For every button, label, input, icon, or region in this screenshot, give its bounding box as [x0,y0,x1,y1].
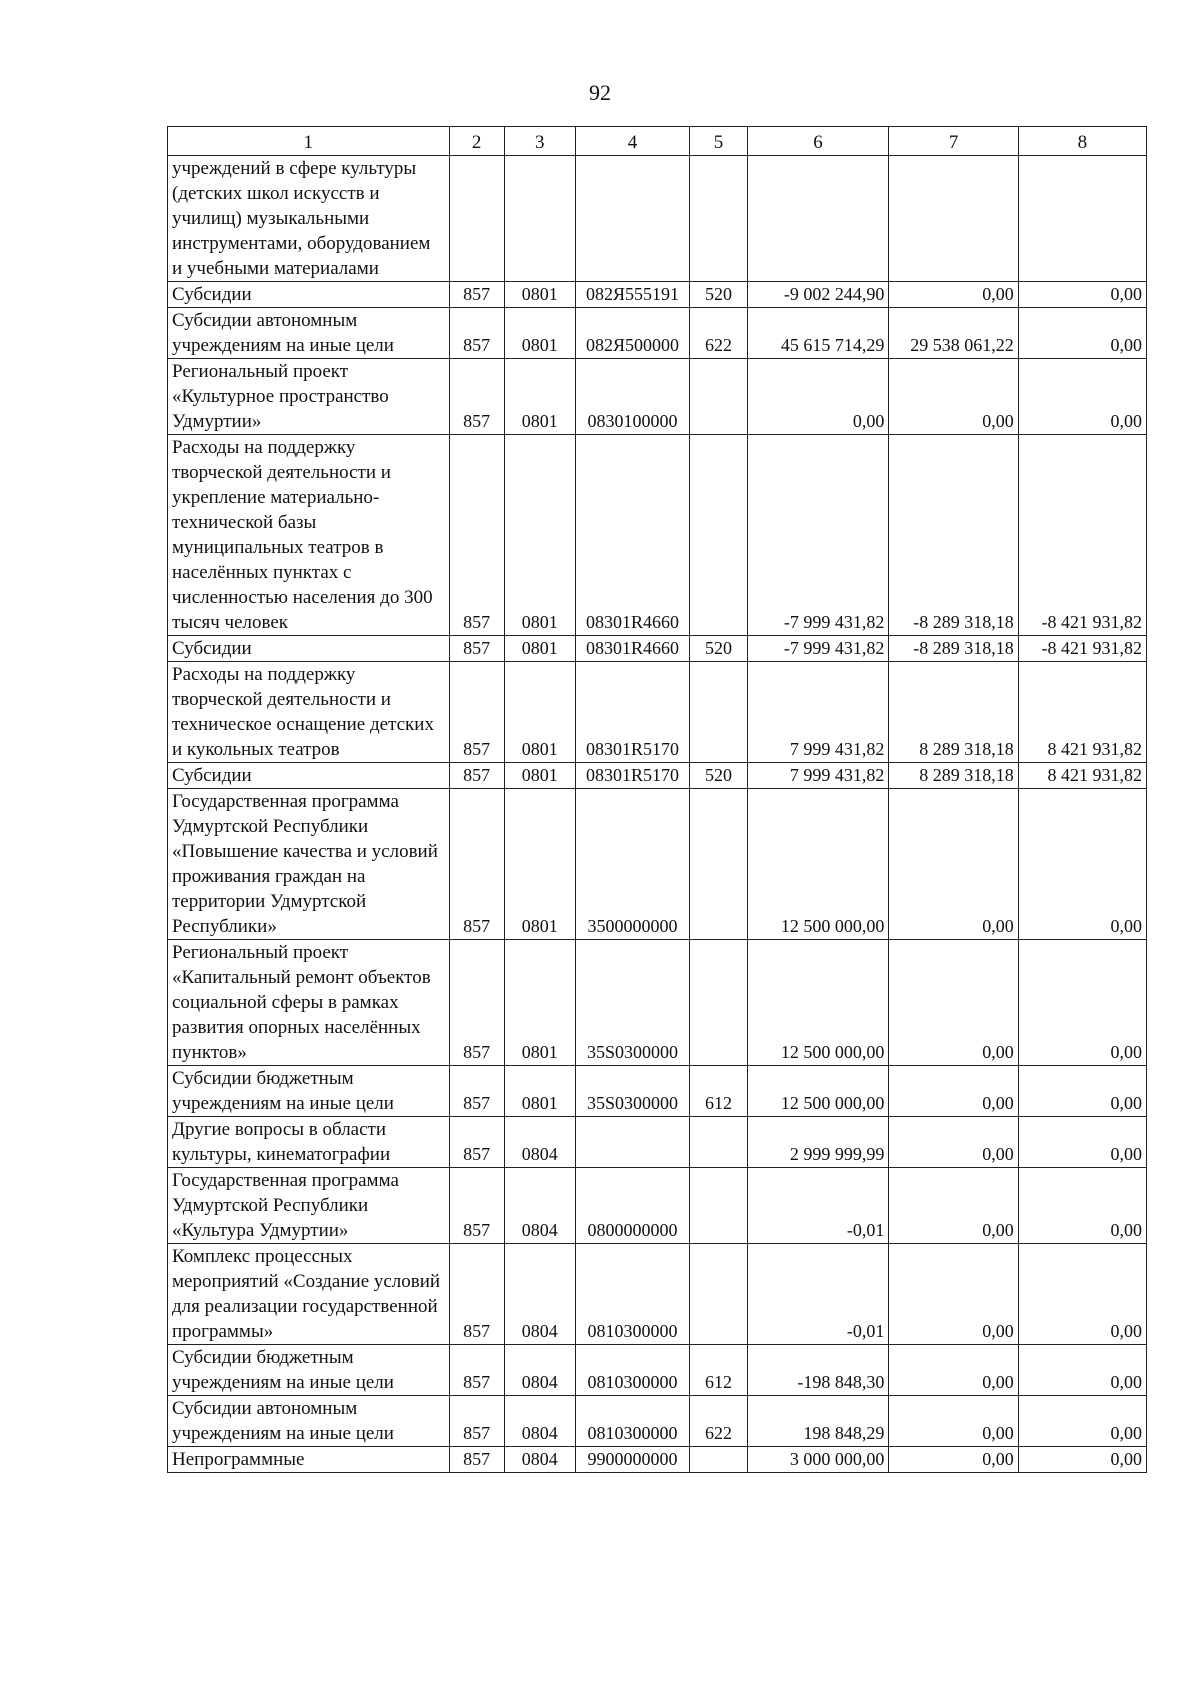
table-row [168,662,1147,763]
table-row [168,636,1147,662]
row-ministry-code: 857 [449,1244,504,1345]
header-col-1: 1 [168,127,450,156]
row-amount-col7: 0,00 [889,1244,1018,1345]
row-target-code: 0810300000 [575,1396,690,1447]
row-amount-col6: -7 999 431,82 [747,636,889,662]
row-amount-col6: 2 999 999,99 [747,1117,889,1168]
row-amount-col6: -0,01 [747,1244,889,1345]
row-amount-col7: 0,00 [889,940,1018,1066]
row-ministry-code: 857 [449,282,504,308]
row-target-code: 0830100000 [575,359,690,435]
row-section-code: 0801 [504,662,575,763]
row-amount-col7: 0,00 [889,282,1018,308]
row-amount-col8: 0,00 [1018,1066,1146,1117]
row-amount-col6: 0,00 [747,359,889,435]
row-expense-type [690,1117,747,1168]
row-expense-type [690,662,747,763]
row-target-code: 0810300000 [575,1345,690,1396]
row-expense-type [690,1447,747,1473]
row-amount-col7: 0,00 [889,1396,1018,1447]
row-amount-col6: -198 848,30 [747,1345,889,1396]
row-amount-col7: 0,00 [889,789,1018,940]
row-amount-col8: 8 421 931,82 [1018,662,1146,763]
row-expense-type [690,940,747,1066]
header-col-4: 4 [575,127,690,156]
table-row [168,1066,1147,1117]
row-amount-col8: 0,00 [1018,359,1146,435]
row-target-code: 0800000000 [575,1168,690,1244]
page-number: 92 [589,80,611,105]
row-target-code: 08301R4660 [575,435,690,636]
table-row [168,789,1147,940]
row-amount-col7: 0,00 [889,1168,1018,1244]
row-amount-col6: 12 500 000,00 [747,1066,889,1117]
header-row [168,127,1147,156]
row-target-code: 0810300000 [575,1244,690,1345]
row-target-code: 082Я555191 [575,282,690,308]
row-name: Субсидии автономным учреждениям на иные цели [168,1396,450,1447]
row-section-code: 0804 [504,1117,575,1168]
row-target-code: 35S0300000 [575,940,690,1066]
table-row [168,435,1147,636]
row-ministry-code: 857 [449,1168,504,1244]
row-ministry-code: 857 [449,359,504,435]
table-row [168,156,1147,282]
row-name: Расходы на поддержку творческой деятельности и техническое оснащение детских и кукольных театров [168,662,450,763]
table-row [168,1244,1147,1345]
table-row [168,1117,1147,1168]
row-ministry-code: 857 [449,1066,504,1117]
row-amount-col6: 7 999 431,82 [747,763,889,789]
row-name: Расходы на поддержку творческой деятельности и укрепление материально-технической базы муниципальных театров в населённых пунктах с численностью населения до 300 тысяч человек [168,435,450,636]
row-expense-type: 520 [690,282,747,308]
row-section-code: 0801 [504,359,575,435]
table-row [168,763,1147,789]
row-name: Субсидии [168,763,450,789]
row-name: Государственная программа Удмуртской Республики «Повышение качества и условий проживания граждан на территории Удмуртской Республики» [168,789,450,940]
row-expense-type [690,156,747,282]
header-col-5: 5 [690,127,747,156]
row-ministry-code: 857 [449,1345,504,1396]
row-target-code: 08301R5170 [575,662,690,763]
row-amount-col7: 29 538 061,22 [889,308,1018,359]
row-target-code [575,156,690,282]
row-name: Субсидии бюджетным учреждениям на иные цели [168,1345,450,1396]
row-amount-col6: 198 848,29 [747,1396,889,1447]
row-amount-col8: 0,00 [1018,940,1146,1066]
row-name: Субсидии автономным учреждениям на иные цели [168,308,450,359]
row-section-code: 0801 [504,940,575,1066]
row-ministry-code: 857 [449,435,504,636]
row-target-code: 3500000000 [575,789,690,940]
row-amount-col8: -8 421 931,82 [1018,636,1146,662]
row-section-code: 0801 [504,282,575,308]
row-name: Другие вопросы в области культуры, кинематографии [168,1117,450,1168]
row-target-code: 35S0300000 [575,1066,690,1117]
row-ministry-code: 857 [449,1396,504,1447]
row-amount-col8: 0,00 [1018,1168,1146,1244]
table-row [168,1345,1147,1396]
row-section-code: 0801 [504,1066,575,1117]
row-expense-type: 622 [690,308,747,359]
row-name: Непрограммные [168,1447,450,1473]
row-section-code: 0801 [504,636,575,662]
row-amount-col7 [889,156,1018,282]
row-amount-col8: 0,00 [1018,789,1146,940]
row-expense-type: 612 [690,1066,747,1117]
row-section-code: 0801 [504,763,575,789]
row-ministry-code: 857 [449,662,504,763]
budget-table [167,126,1147,1473]
row-amount-col7: -8 289 318,18 [889,636,1018,662]
table-row [168,359,1147,435]
header-col-7: 7 [889,127,1018,156]
row-amount-col7: 0,00 [889,1345,1018,1396]
row-amount-col7: -8 289 318,18 [889,435,1018,636]
row-amount-col8: 0,00 [1018,1345,1146,1396]
row-name: Государственная программа Удмуртской Республики «Культура Удмуртии» [168,1168,450,1244]
row-expense-type [690,789,747,940]
row-section-code: 0801 [504,308,575,359]
table-row [168,1168,1147,1244]
row-amount-col7: 8 289 318,18 [889,662,1018,763]
row-name: Комплекс процессных мероприятий «Создание условий для реализации государственной программы» [168,1244,450,1345]
header-col-3: 3 [504,127,575,156]
row-amount-col8: 0,00 [1018,1117,1146,1168]
header-col-8: 8 [1018,127,1146,156]
table-row [168,1396,1147,1447]
table-row [168,1447,1147,1473]
row-amount-col6: -7 999 431,82 [747,435,889,636]
row-section-code: 0804 [504,1168,575,1244]
row-expense-type [690,1244,747,1345]
row-ministry-code: 857 [449,308,504,359]
table-row [168,308,1147,359]
row-amount-col6: -9 002 244,90 [747,282,889,308]
row-target-code: 08301R4660 [575,636,690,662]
row-expense-type [690,435,747,636]
row-ministry-code: 857 [449,789,504,940]
row-amount-col6: -0,01 [747,1168,889,1244]
row-section-code: 0801 [504,435,575,636]
table-row [168,940,1147,1066]
row-amount-col8: 0,00 [1018,1244,1146,1345]
row-name: Субсидии [168,282,450,308]
row-target-code: 08301R5170 [575,763,690,789]
row-expense-type: 622 [690,1396,747,1447]
row-ministry-code: 857 [449,1447,504,1473]
row-target-code [575,1117,690,1168]
row-amount-col6: 12 500 000,00 [747,789,889,940]
row-section-code [504,156,575,282]
row-expense-type: 612 [690,1345,747,1396]
row-amount-col7: 8 289 318,18 [889,763,1018,789]
row-ministry-code: 857 [449,1117,504,1168]
row-ministry-code: 857 [449,940,504,1066]
row-name: Региональный проект «Капитальный ремонт объектов социальной сферы в рамках развития опорных населённых пунктов» [168,940,450,1066]
row-expense-type [690,1168,747,1244]
row-ministry-code [449,156,504,282]
table-row [168,282,1147,308]
row-amount-col6 [747,156,889,282]
row-expense-type: 520 [690,763,747,789]
row-amount-col8: 0,00 [1018,308,1146,359]
row-name: Региональный проект «Культурное пространство Удмуртии» [168,359,450,435]
row-amount-col8: -8 421 931,82 [1018,435,1146,636]
row-amount-col7: 0,00 [889,359,1018,435]
row-amount-col8: 0,00 [1018,1447,1146,1473]
row-ministry-code: 857 [449,763,504,789]
row-expense-type [690,359,747,435]
row-amount-col8 [1018,156,1146,282]
row-section-code: 0804 [504,1244,575,1345]
row-ministry-code: 857 [449,636,504,662]
header-col-2: 2 [449,127,504,156]
row-amount-col8: 8 421 931,82 [1018,763,1146,789]
row-amount-col6: 45 615 714,29 [747,308,889,359]
row-name: Субсидии бюджетным учреждениям на иные цели [168,1066,450,1117]
row-section-code: 0804 [504,1447,575,1473]
row-section-code: 0804 [504,1345,575,1396]
row-name: Субсидии [168,636,450,662]
row-target-code: 082Я500000 [575,308,690,359]
row-expense-type: 520 [690,636,747,662]
row-section-code: 0801 [504,789,575,940]
row-amount-col6: 7 999 431,82 [747,662,889,763]
row-amount-col7: 0,00 [889,1447,1018,1473]
row-name: учреждений в сфере культуры (детских школ искусств и училищ) музыкальными инструментами, оборудованием и учебными материалами [168,156,450,282]
row-amount-col6: 12 500 000,00 [747,940,889,1066]
row-amount-col8: 0,00 [1018,282,1146,308]
row-amount-col7: 0,00 [889,1117,1018,1168]
row-amount-col6: 3 000 000,00 [747,1447,889,1473]
row-target-code: 9900000000 [575,1447,690,1473]
row-amount-col8: 0,00 [1018,1396,1146,1447]
row-amount-col7: 0,00 [889,1066,1018,1117]
header-col-6: 6 [747,127,889,156]
row-section-code: 0804 [504,1396,575,1447]
